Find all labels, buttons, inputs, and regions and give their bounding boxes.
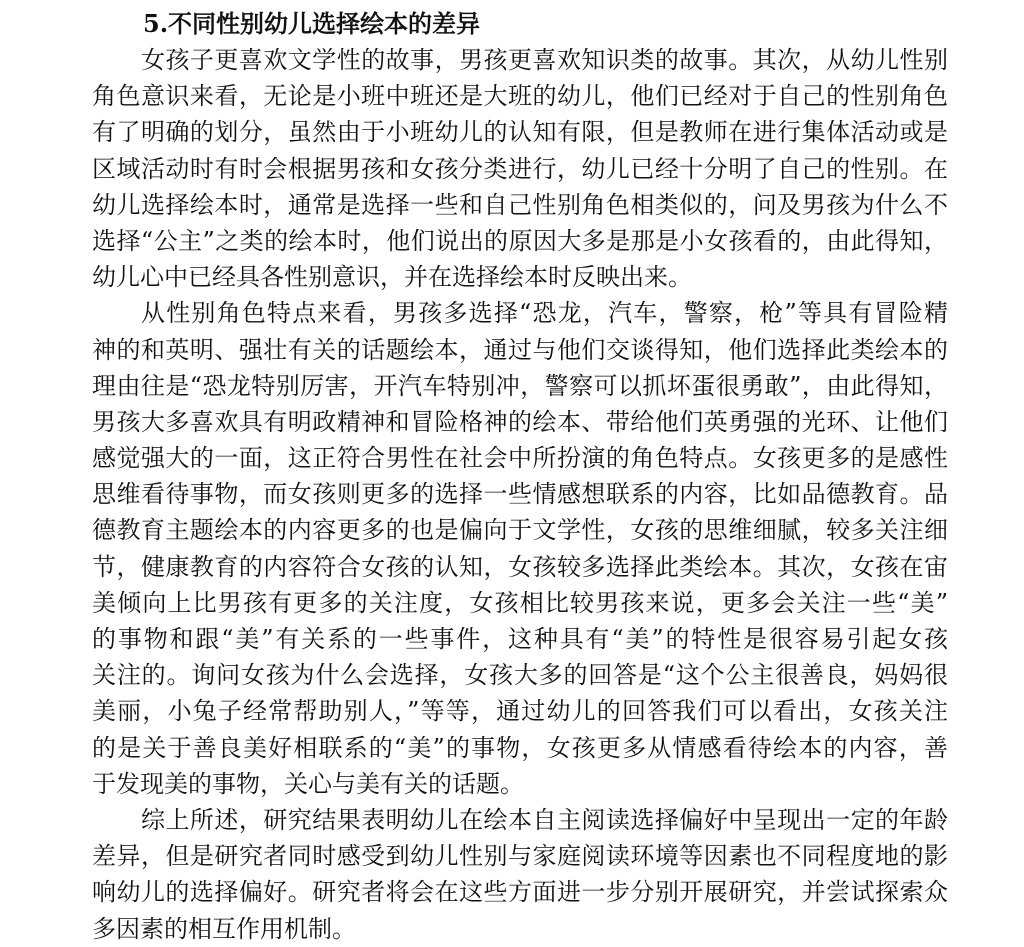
text-line: 德教育主题绘本的内容更多的也是偏向于文学性，女孩的思维细腻，较多关注细 [92, 516, 948, 545]
text-line: 选择“公主”之类的绘本时，他们说出的原因大多是那是小女孩看的，由此得知， [92, 226, 948, 255]
text-line: 关注的。询问女孩为什么会选择，女孩大多的回答是“这个公主很善良，妈妈很 [92, 661, 948, 690]
text-line: 于发现美的事物，关心与美有关的话题。 [92, 769, 524, 798]
text-line: 从性别角色特点来看，男孩多选择“恐龙，汽车，警察，枪”等具有冒险精 [141, 299, 948, 328]
paragraph-3 [92, 802, 948, 947]
text-line: 美丽，小兔子经常帮助别人，”等等，通过幼儿的回答我们可以看出，女孩关注 [92, 697, 948, 726]
text-line: 美倾向上比男孩有更多的关注度，女孩相比较男孩来说，更多会关注一些“美” [92, 588, 948, 617]
text-line: 综上所述，研究结果表明幼儿在绘本自主阅读选择偏好中呈现出一定的年龄 [141, 805, 948, 834]
text-line: 有了明确的划分，虽然由于小班幼儿的认知有限，但是教师在进行集体活动或是 [92, 118, 948, 147]
text-line: 男孩大多喜欢具有明政精神和冒险格神的绘本、带给他们英勇强的光环、让他们 [92, 407, 948, 436]
text-line: 的是关于善良美好相联系的“美”的事物，女孩更多从情感看待绘本的内容，善 [92, 733, 948, 762]
text-line: 响幼儿的选择偏好。研究者将会在这些方面进一步分别开展研究，并尝试探索众 [92, 878, 948, 907]
text-line: 理由往是“恐龙特别厉害，开汽车特别冲，警察可以抓坏蛋很勇敢”，由此得知， [92, 371, 948, 400]
text-line: 幼儿心中已经具各性别意识，并在选择绘本时反映出来。 [92, 263, 692, 292]
paragraph-2 [92, 295, 948, 802]
text-line: 感觉强大的一面，这正符合男性在社会中所扮演的角色特点。女孩更多的是感性 [92, 444, 948, 473]
text-line: 区域活动时有时会根据男孩和女孩分类进行，幼儿已经十分明了自己的性别。在 [92, 154, 948, 183]
document-page [92, 6, 948, 947]
text-line: 幼儿选择绘本时，通常是选择一些和自己性别角色相类似的，问及男孩为什么不 [92, 190, 948, 219]
text-line: 节，健康教育的内容符合女孩的认知，女孩较多选择此类绘本。其次，女孩在宙 [92, 552, 948, 581]
text-line: 思维看待事物，而女孩则更多的选择一些情感想联系的内容，比如品德教育。品 [92, 480, 948, 509]
text-line: 多因素的相互作用机制。 [92, 914, 356, 943]
paragraph-1 [92, 42, 948, 295]
section-heading: 5.不同性别幼儿选择绘本的差异 [143, 9, 481, 38]
text-line: 女孩子更喜欢文学性的故事，男孩更喜欢知识类的故事。其次，从幼儿性别 [141, 46, 948, 74]
text-line: 差异，但是研究者同时感受到幼儿性别与家庭阅读环境等因素也不同程度地的影 [92, 842, 948, 871]
text-line: 角色意识来看，无论是小班中班还是大班的幼儿，他们已经对于自己的性别角色 [92, 82, 948, 111]
text-line: 的事物和跟“美”有关系的一些事件，这种具有“美”的特性是很容易引起女孩 [92, 625, 948, 653]
text-line: 神的和英明、强壮有关的话题绘本，通过与他们交谈得知，他们选择此类绘本的 [92, 335, 948, 364]
